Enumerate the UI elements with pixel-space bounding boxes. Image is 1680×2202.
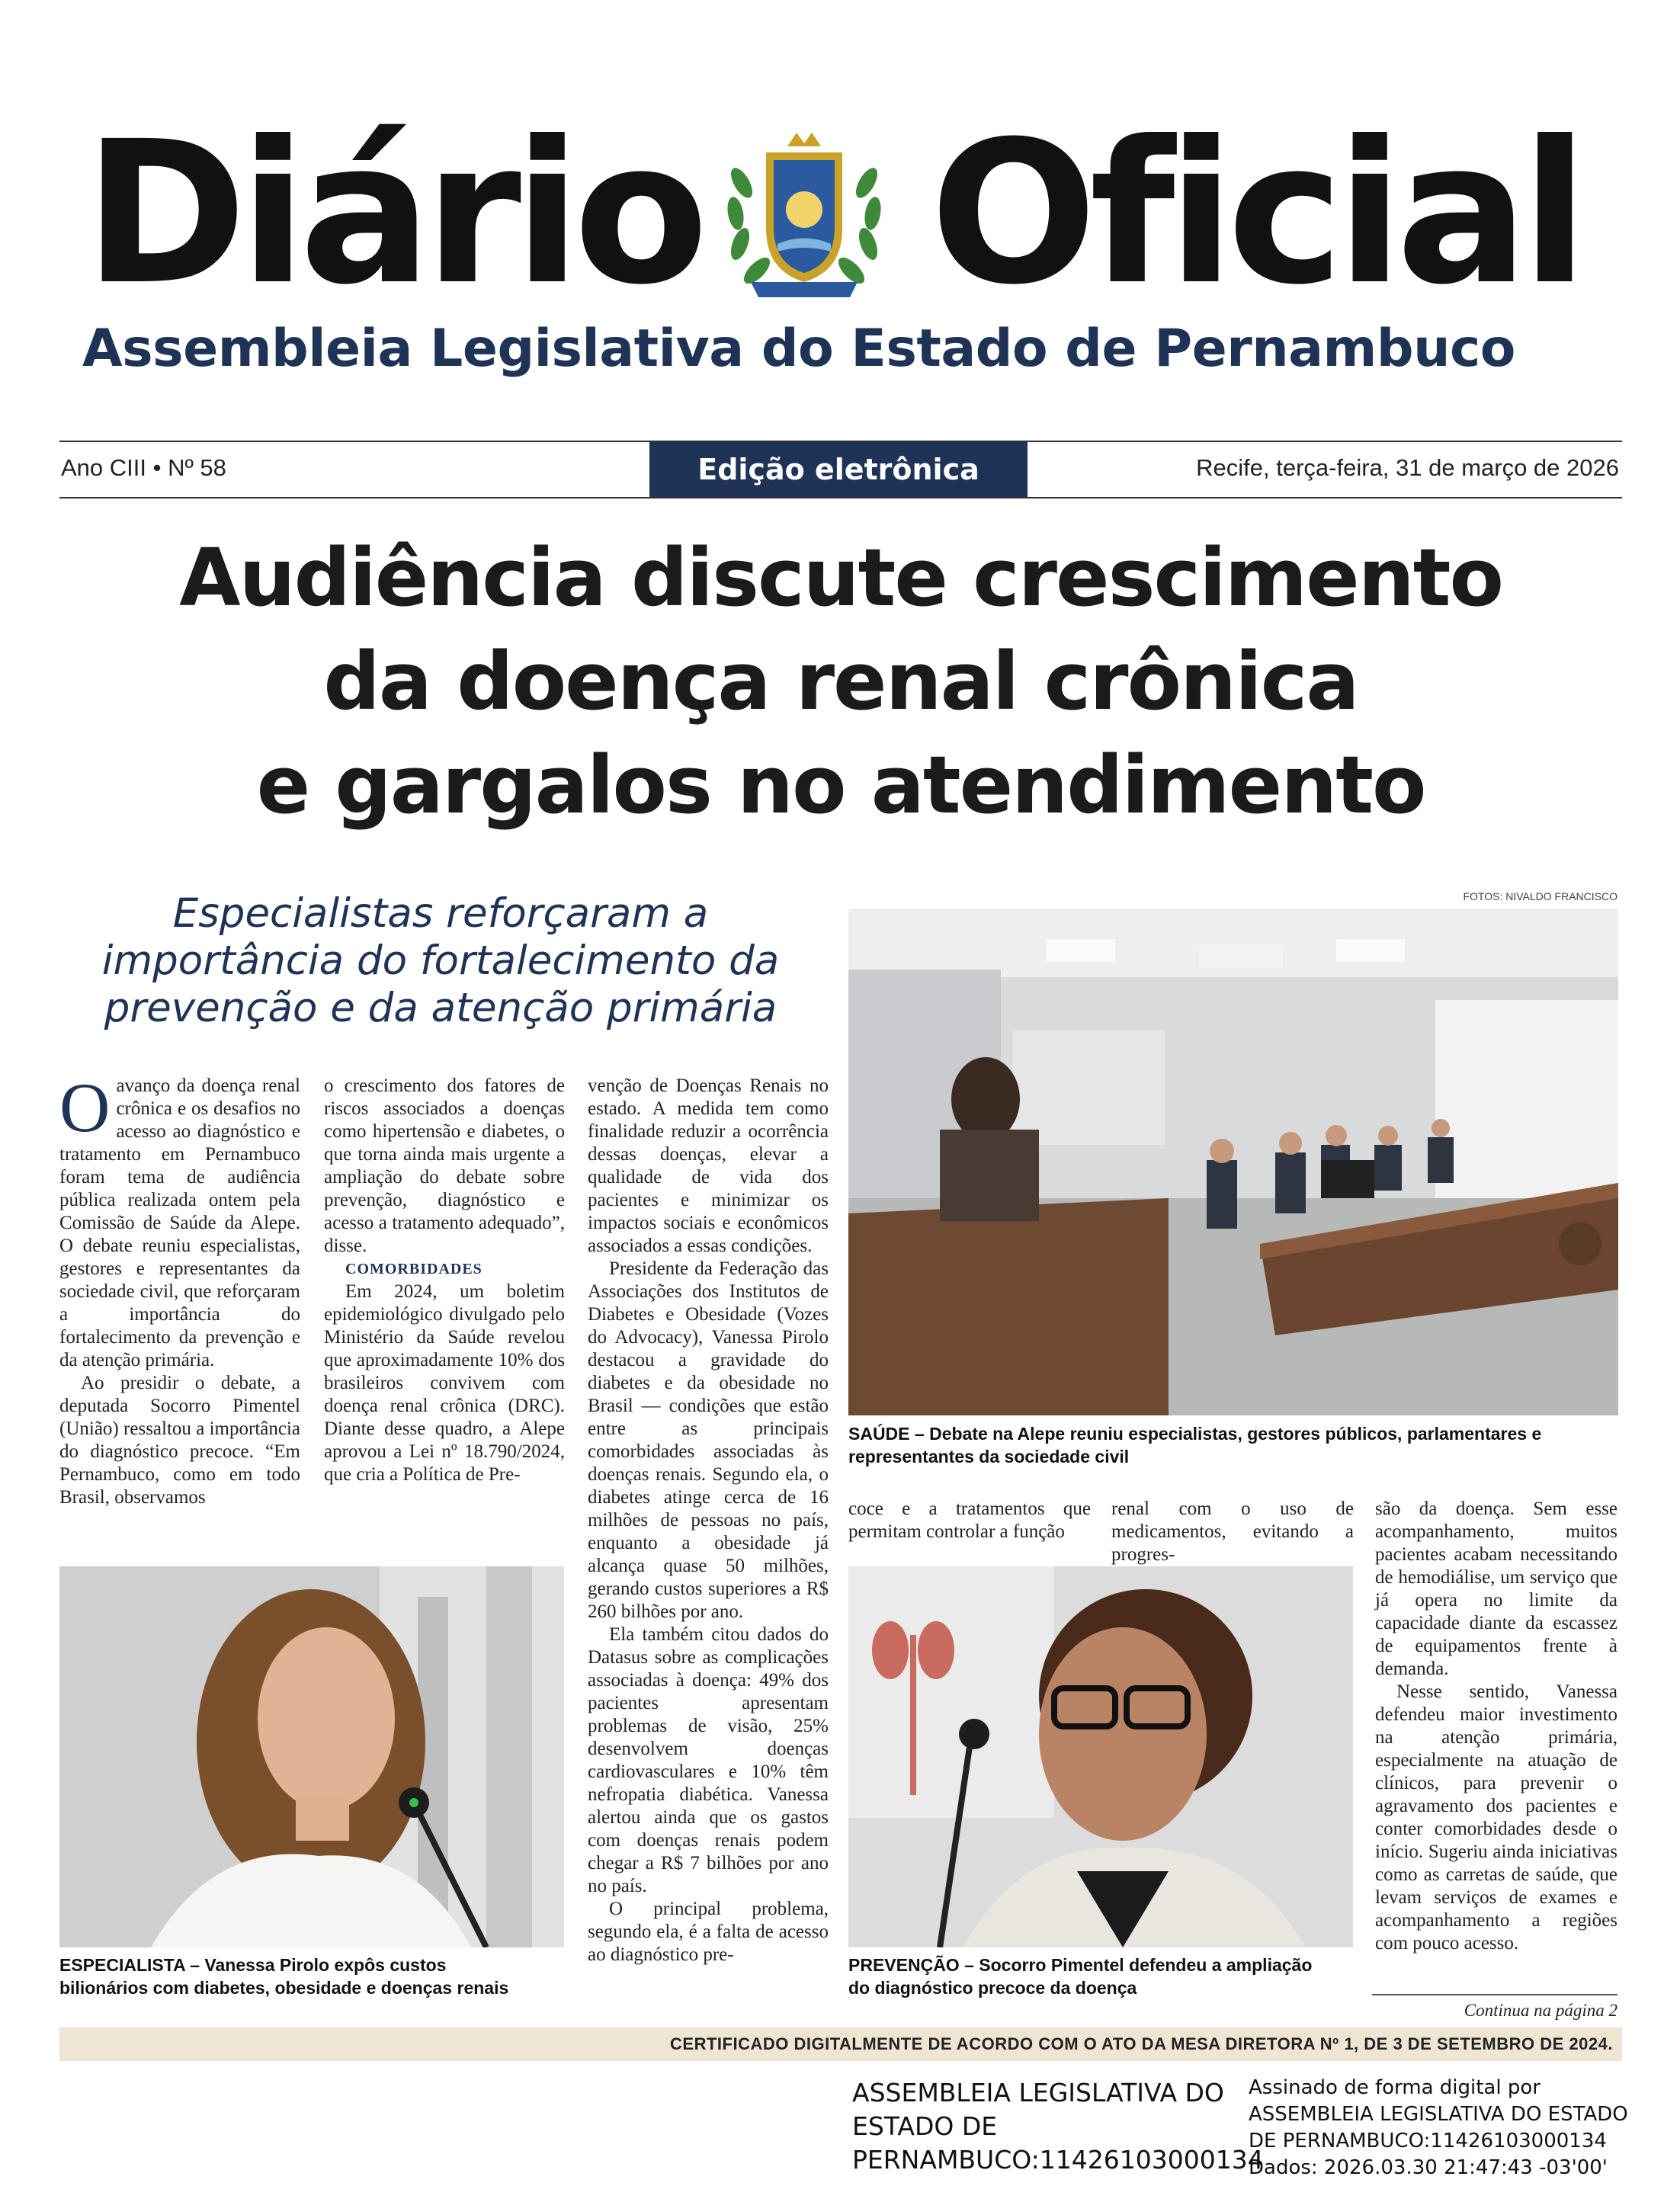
edition-badge: Edição eletrônica	[649, 442, 1028, 497]
article-column-3	[588, 1075, 829, 1966]
bottom-rule	[59, 497, 1622, 498]
article-column-5	[1111, 1498, 1354, 1566]
deck	[59, 890, 822, 1032]
article-column-2	[324, 1075, 565, 1486]
caption-left-line-2: bilionários com diabetes, obesidade e doenças renais	[59, 1978, 509, 1998]
signature-right-line-3: DE PERNAMBUCO:11426103000134	[1249, 2130, 1607, 2152]
headline-line-2: da doença renal crônica	[323, 635, 1358, 728]
col3-paragraph-1: venção de Doenças Renais no estado. A medida tem como finalidade reduzir a ocorrência dessas doenças, elevar a qualidade de vida dos pacientes e minimizar os impactos sociais e econômicos associados a essas condições.	[588, 1075, 829, 1256]
deck-line-1: Especialistas reforçaram a	[172, 890, 709, 937]
masthead-subtitle: Assembleia Legislativa do Estado de Pernambuco	[82, 319, 1516, 379]
photo-vanessa-pirolo	[59, 1566, 564, 1947]
caption-left-line-1: ESPECIALISTA – Vanessa Pirolo expôs custos	[59, 1955, 447, 1975]
signature-right-line-1: Assinado de forma digital por	[1249, 2076, 1541, 2099]
caption-main	[848, 1422, 1618, 1468]
caption-main-line-2: representantes da sociedade civil	[848, 1447, 1130, 1466]
col6-paragraph-2: Nesse sentido, Vanessa defendeu maior investimento na atenção primária, especialmente na atuação de clínicos, para prevenir o agravamento dos pacientes e conter comorbidades desde o início. Sugeriu ainda iniciativas como as carretas de saúde, que levam serviços de exames e acompanhamento a regiões com pouco acesso.	[1375, 1681, 1617, 1954]
masthead-title	[84, 99, 1601, 328]
col3-paragraph-2: Presidente da Federação das Associações dos Institutos de Diabetes e Obesidade (Vozes do Advocacy), Vanessa Pirolo destacou a gravidade do diabetes e da obesidade no Brasil — condições que estão entre as principais comorbidades associadas às doenças renais. Segundo ela, o diabetes atinge cerca de 16 milhões de pessoas no país, enquanto a obesidade já alcança quase 50 milhões, gerando custos superiores a R$ 260 bilhões por ano.	[588, 1258, 829, 1622]
state-coat-of-arms	[720, 130, 888, 305]
caption-main-line-1: SAÚDE – Debate na Alepe reuniu especialistas, gestores públicos, parlamentares e	[848, 1424, 1542, 1444]
headline-line-1: Audiência discute crescimento	[179, 531, 1502, 624]
main-photo-hearing	[848, 909, 1618, 1415]
certification-bar	[59, 2027, 1622, 2061]
article-column-6	[1375, 1498, 1617, 1955]
headline-line-3: e gargalos no atendimento	[256, 739, 1425, 832]
continued-rule	[1372, 1994, 1617, 1995]
col2-paragraph-1: o crescimento dos fatores de riscos associados a doenças como hipertensão e diabetes, o que torna ainda mais urgente a ampliação do debate sobre prevenção, diagnóstico e acesso a tratamento adequado”, disse.	[324, 1075, 565, 1256]
photo-socorro-pimentel	[848, 1566, 1353, 1947]
signature-left-line-3: PERNAMBUCO:11426103000134	[852, 2145, 1264, 2175]
caption-right-line-2: do diagnóstico precoce da doença	[848, 1978, 1137, 1998]
caption-left	[59, 1954, 564, 1999]
deck-line-3: prevenção e da atenção primária	[104, 985, 777, 1031]
caption-right-line-1: PREVENÇÃO – Socorro Pimentel defendeu a ampliação	[848, 1955, 1313, 1975]
photo-credit: FOTOS: NIVALDO FRANCISCO	[1463, 890, 1617, 902]
info-bar	[59, 442, 1622, 497]
issue-number: Ano CIII • Nº 58	[61, 454, 226, 481]
signature-left-line-1: ASSEMBLEIA LEGISLATIVA DO	[852, 2078, 1224, 2107]
digital-signature-details	[1249, 2075, 1675, 2181]
caption-right	[848, 1954, 1353, 1999]
col6-paragraph-1: são da doença. Sem esse acompanhamento, muitos pacientes acabam necessitando de hemodiálise, um serviço que já opera no limite da capacidade diante da escassez de equipamentos frente à demanda.	[1375, 1498, 1617, 1679]
col1-paragraph-2: Ao presidir o debate, a deputada Socorro Pimentel (União) ressaltou a importância do diagnóstico precoce. “Em Pernambuco, como em todo Brasil, observamos	[59, 1373, 300, 1508]
col2-paragraph-2: Em 2024, um boletim epidemiológico divulgado pelo Ministério da Saúde revelou que aproximadamente 10% dos brasileiros convivem com doença renal crônica (DRC). Diante desse quadro, a Alepe aprovou a Lei nº 18.790/2024, que cria a Política de Pre-	[324, 1281, 565, 1485]
dateline: Recife, terça-feira, 31 de março de 2026	[1196, 454, 1619, 481]
col5-paragraph-1: renal com o uso de medicamentos, evitando a progres-	[1111, 1498, 1354, 1565]
article-column-1	[59, 1069, 300, 1509]
signature-left-line-2: ESTADO DE	[852, 2111, 998, 2141]
signature-right-line-4: Dados: 2026.03.30 21:47:43 -03'00'	[1249, 2156, 1608, 2179]
dropcap: O	[59, 1069, 111, 1146]
col3-paragraph-4: O principal problema, segundo ela, é a falta de acesso ao diagnóstico pre-	[588, 1899, 829, 1965]
subhead-comorbidades: COMORBIDADES	[345, 1261, 483, 1277]
col1-paragraph-1: avanço da doença renal crônica e os desafios no acesso ao diagnóstico e tratamento em Pernambuco foram tema de audiência pública realizada ontem pela Comissão de Saúde da Alepe. O debate reuniu especialistas, gestores e representantes da sociedade civil, que reforçaram a importância do fortalecimento da prevenção e da atenção primária.	[59, 1075, 300, 1370]
continued-on-page[interactable]: Continua na página 2	[1464, 2001, 1617, 2020]
article-column-4	[848, 1498, 1091, 1543]
col4-paragraph-1: coce e a tratamentos que permitam controlar a função	[848, 1498, 1091, 1542]
digital-signature-name	[852, 2076, 1264, 2177]
headline	[59, 526, 1622, 837]
signature-right-line-2: ASSEMBLEIA LEGISLATIVA DO ESTADO	[1249, 2103, 1628, 2126]
deck-line-2: importância do fortalecimento da	[101, 938, 780, 984]
masthead-word-left: Diário	[84, 99, 701, 328]
certification-text: CERTIFICADO DIGITALMENTE DE ACORDO COM O ATO DA MESA DIRETORA Nº 1, DE 3 DE SETEMBRO DE 2024.	[670, 2034, 1613, 2053]
col3-paragraph-3: Ela também citou dados do Datasus sobre as complicações associadas à doença: 49% dos pacientes apresentam problemas de visão, 25% desenvolvem doenças cardiovasculares e 10% têm nefropatia diabética. Vanessa alertou ainda que os gastos com doenças renais podem chegar a R$ 7 bilhões por ano no país.	[588, 1624, 829, 1896]
masthead-word-right: Oficial	[930, 99, 1581, 328]
